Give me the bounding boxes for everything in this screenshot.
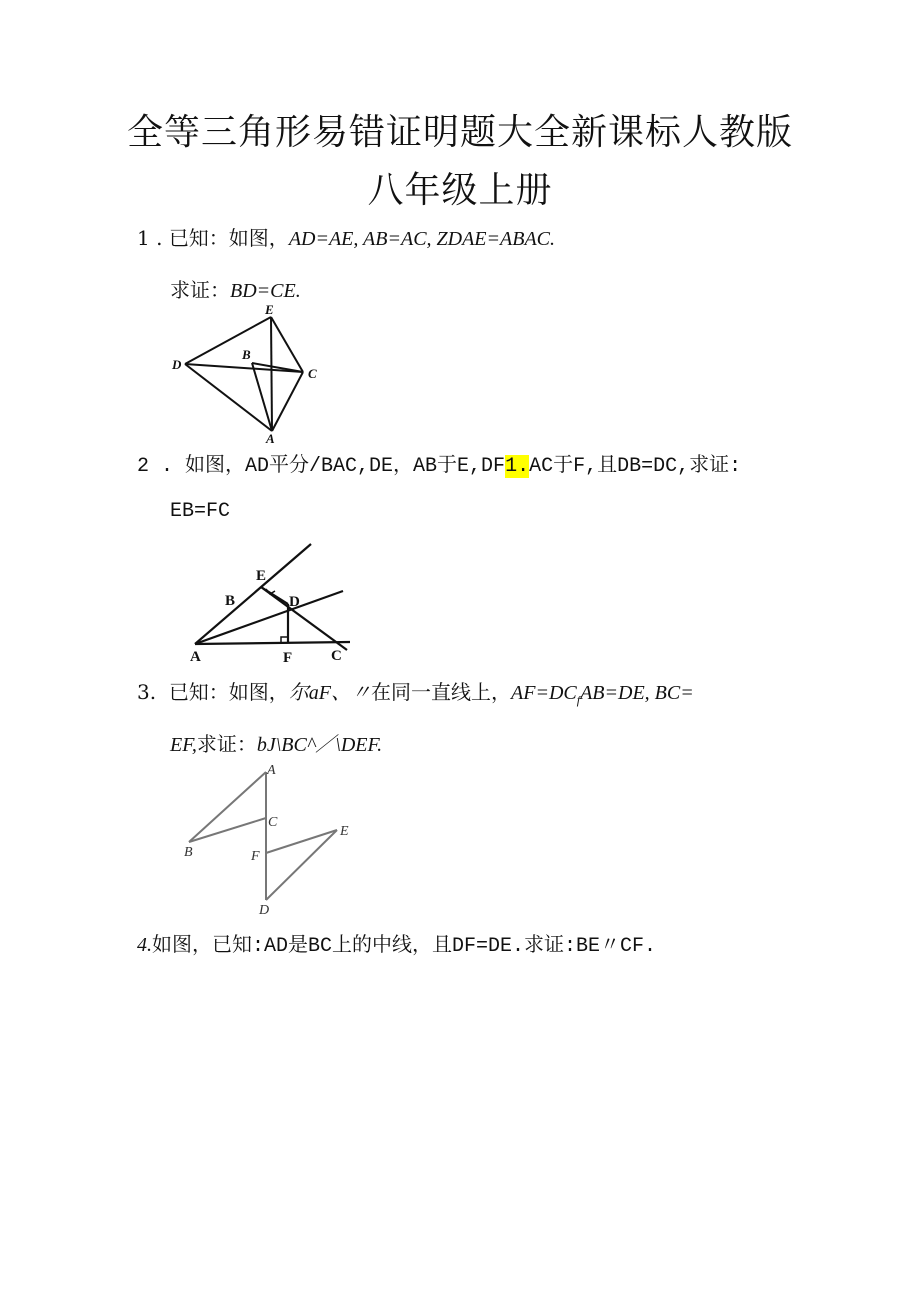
label-b: B — [242, 347, 251, 362]
problem-3-prove — [170, 728, 382, 757]
problem-2-prove: EB=FC — [170, 500, 231, 523]
problem-text-cont: AC于F,且DB=DC,求证: — [529, 455, 742, 478]
label-c: C — [331, 648, 342, 664]
label-f: F — [283, 650, 293, 666]
problem-text: 已知：如图， — [168, 680, 289, 704]
label-e: E — [340, 824, 349, 839]
label-a: A — [267, 763, 276, 778]
problem-1-statement — [137, 222, 555, 251]
label-b: B — [225, 593, 236, 609]
label-d: D — [289, 594, 300, 610]
label-d: D — [172, 357, 182, 372]
label-b: B — [184, 845, 193, 860]
label-f: F — [251, 849, 260, 864]
problem-text: 如图，已知:AD是BC上的中线，且DF=DE.求证:BE〃CF. — [152, 935, 657, 958]
label-d: D — [259, 903, 270, 918]
prove-math: BD=CE. — [230, 280, 301, 302]
problem-math: AD=AE, AB=AC, ZDAE=ABAC. — [288, 228, 556, 250]
problem-text: 已知：如图， — [168, 226, 289, 250]
problem-4-statement — [137, 928, 656, 958]
problem-math-3: AB=DE, BC= — [580, 682, 694, 704]
prove-label: 求证： — [196, 732, 257, 756]
prove-math: EF, — [170, 734, 197, 756]
subscript: f — [576, 693, 581, 707]
label-c: C — [308, 366, 317, 381]
problem-text: 如图，AD平分/BAC,DE，AB于E,DF — [185, 455, 506, 478]
problem-math-2: AF=DC — [511, 682, 577, 704]
problem-3-statement — [137, 676, 694, 708]
problem-2-statement — [137, 448, 741, 478]
highlight-mark: 1. — [505, 455, 530, 478]
label-a: A — [190, 649, 201, 665]
figure-1 — [160, 300, 340, 445]
problem-number: 3. — [137, 680, 157, 704]
label-e: E — [256, 568, 267, 584]
label-c: C — [268, 815, 278, 830]
label-e: E — [265, 302, 274, 317]
problem-text-cont: 在同一直线上， — [371, 680, 512, 704]
problem-number: 2 . — [137, 455, 174, 478]
problem-1-prove — [170, 274, 301, 303]
document-title: 全等三角形易错证明题大全新课标人教版 — [126, 112, 793, 153]
prove-math-2: bJ\BC^／\DEF. — [256, 734, 383, 756]
problem-number: 4. — [137, 934, 152, 956]
prove-label: 求证： — [170, 278, 230, 302]
problem-math: 尔aF、〃 — [288, 682, 372, 704]
figure-2 — [185, 538, 365, 666]
label-a: A — [266, 431, 275, 445]
problem-number: 1 . — [137, 226, 163, 250]
figure-3 — [175, 760, 365, 918]
document-subtitle: 八年级上册 — [367, 170, 553, 211]
